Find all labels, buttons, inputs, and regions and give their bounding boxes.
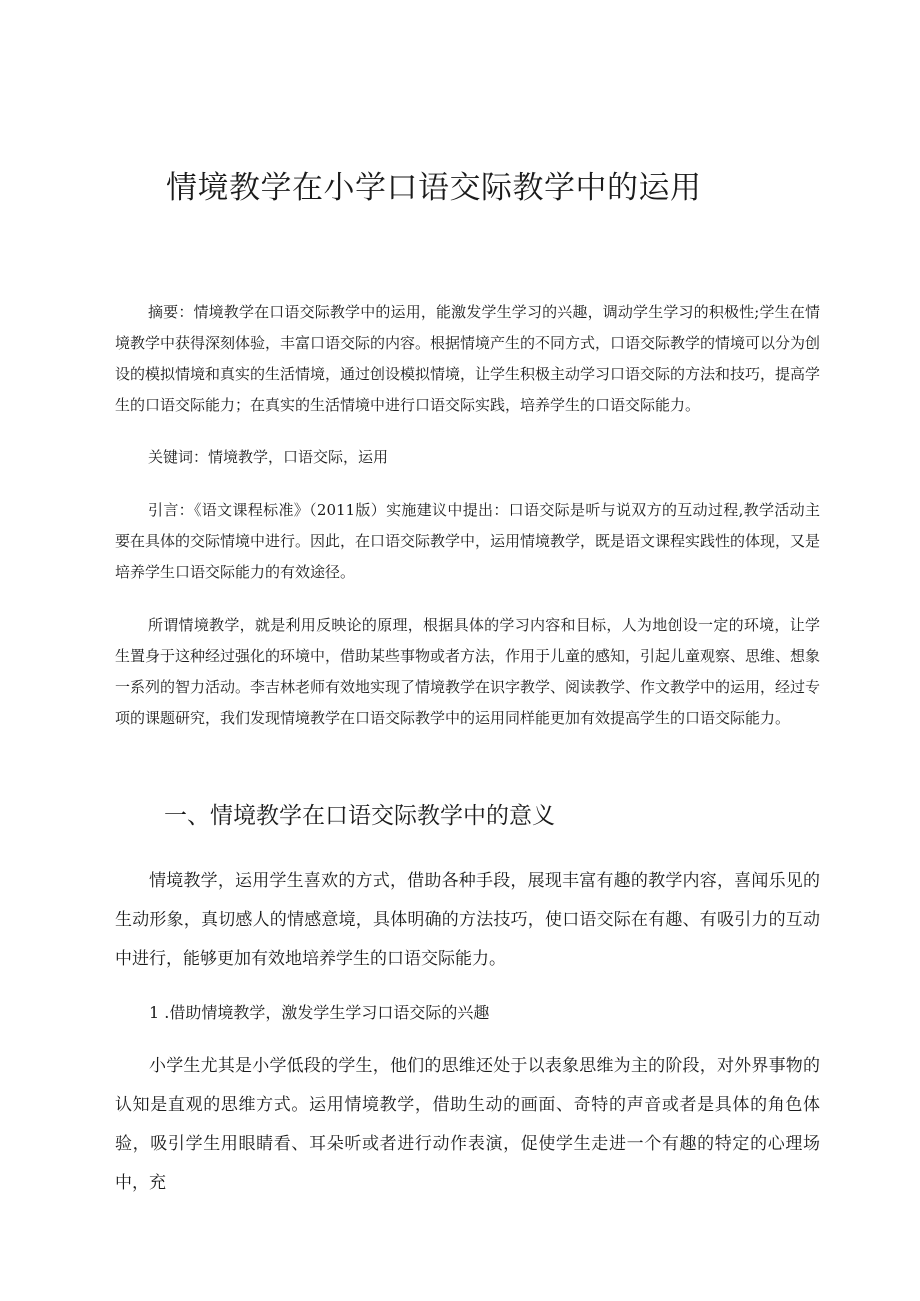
section-one-paragraph: 情境教学，运用学生喜欢的方式，借助各种手段，展现丰富有趣的教学内容，喜闻乐见的生动形象，真切感人的情感意境，具体明确的方法技巧，使口语交际在有趣、有吸引力的互动中进行，能够更加有效地培养学生的口语交际能力。 xyxy=(115,871,820,969)
abstract-label: 摘要： xyxy=(148,303,194,321)
introduction-paragraph xyxy=(115,495,820,588)
keywords-text: 情境教学，口语交际，运用 xyxy=(208,448,389,466)
keywords-label: 关键词： xyxy=(148,448,209,466)
introduction-text: 《语文课程标准》（2011版）实施建议中提出：口语交际是听与说双方的互动过程,教学活动主要在具体的交际情境中进行。因此，在口语交际教学中，运用情境教学，既是语文课程实践性的体现，又是培养学生口语交际能力的有效途径。 xyxy=(115,501,821,581)
introduction-label: 引言： xyxy=(148,501,194,519)
subsection-1-paragraph: 小学生尤其是小学低段的学生，他们的思维还处于以表象思维为主的阶段，对外界事物的认知是直观的思维方式。运用情境教学，借助生动的画面、奇特的声音或者是具体的角色体验，吸引学生用眼睛看、耳朵听或者进行动作表演，促使学生走进一个有趣的特定的心理场中，充 xyxy=(115,1056,820,1193)
subsection-1-heading: 1 .借助情境教学，激发学生学习口语交际的兴趣 xyxy=(149,1003,490,1022)
page-title: 情境教学在小学口语交际教学中的运用 xyxy=(166,170,702,206)
keywords-paragraph xyxy=(115,442,820,473)
abstract-text: 情境教学在口语交际教学中的运用，能激发学生学习的兴趣，调动学生学习的积极性;学生在情境教学中获得深刻体验，丰富口语交际的内容。根据情境产生的不同方式，口语交际教学的情境可以分为创设的模拟情境和真实的生活情境，通过创设模拟情境，让学生积极主动学习口语交际的方法和技巧，提高学生的口语交际能力；在真实的生活情境中进行口语交际实践，培养学生的口语交际能力。 xyxy=(115,303,821,414)
definition-paragraph: 所谓情境教学，就是利用反映论的原理，根据具体的学习内容和目标，人为地创设一定的环境，让学生置身于这种经过强化的环境中，借助某些事物或者方法，作用于儿童的感知，引起儿童观察、思维、想象一系列的智力活动。李吉林老师有效地实现了情境教学在识字教学、阅读教学、作文教学中的运用，经过专项的课题研究，我们发现情境教学在口语交际教学中的运用同样能更加有效提高学生的口语交际能力。 xyxy=(115,616,821,727)
section-one-heading: 一、情境教学在口语交际教学中的意义 xyxy=(164,803,555,829)
abstract-paragraph xyxy=(115,297,820,421)
